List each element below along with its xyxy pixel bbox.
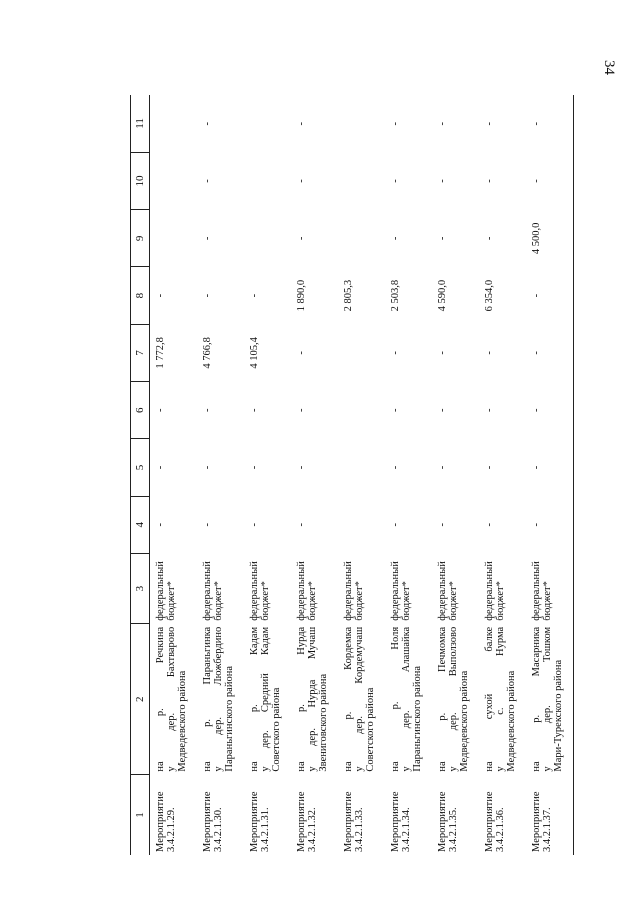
location-line: у дер. Бахтварово bbox=[166, 626, 177, 772]
value-cell: - bbox=[437, 523, 448, 527]
value-cell: - bbox=[202, 293, 213, 298]
value-cell: - bbox=[296, 236, 307, 241]
funding-source: федеральный бюджет* bbox=[249, 561, 271, 621]
value-cell: - bbox=[296, 351, 307, 355]
value-cell: 2 503,8 bbox=[390, 279, 401, 312]
measure-id: Мероприятие 3.4.2.1.31. bbox=[249, 791, 271, 852]
location-line: на р. Нурда bbox=[296, 626, 307, 772]
value-cell: 4 500,0 bbox=[526, 210, 574, 267]
column-header: 6 bbox=[131, 382, 150, 439]
location-line: Мари-Турекского района bbox=[553, 659, 564, 772]
value-cell: - bbox=[296, 408, 307, 412]
location-line: Звениговского района bbox=[318, 673, 329, 772]
value-cell: - bbox=[437, 408, 448, 412]
value-cell: - bbox=[526, 496, 574, 553]
measure-location bbox=[385, 624, 432, 775]
value-cell: - bbox=[484, 179, 495, 183]
value-cell: - bbox=[155, 465, 166, 470]
location-line: на р. Кордемка bbox=[343, 626, 354, 772]
value-cell: - bbox=[484, 465, 495, 470]
value-cell bbox=[150, 95, 198, 152]
table-row bbox=[291, 95, 338, 855]
value-cell: - bbox=[484, 236, 495, 241]
value-cell: - bbox=[526, 267, 574, 324]
location-line: на р. Параньгинка bbox=[202, 626, 213, 772]
value-cell: - bbox=[390, 465, 401, 470]
value-cell: 4 766,8 bbox=[202, 337, 213, 369]
value-cell: 1 890,0 bbox=[296, 279, 307, 312]
location-line: у дер. Тошком bbox=[542, 626, 553, 772]
value-cell bbox=[338, 439, 385, 496]
measure-id: Мероприятие 3.4.2.1.32. bbox=[296, 791, 318, 852]
measure-location bbox=[479, 624, 526, 775]
value-cell: - bbox=[437, 236, 448, 241]
funding-source: федеральный бюджет* bbox=[484, 561, 506, 621]
funding-source: федеральный бюджет* bbox=[343, 561, 365, 621]
value-cell bbox=[244, 152, 291, 209]
value-cell bbox=[150, 152, 198, 209]
value-cell: 6 354,0 bbox=[484, 279, 495, 312]
measure-location bbox=[526, 624, 574, 775]
value-cell: - bbox=[437, 465, 448, 470]
value-cell: - bbox=[484, 408, 495, 412]
value-cell bbox=[150, 210, 198, 267]
value-cell: - bbox=[155, 408, 166, 412]
value-cell: 4 105,4 bbox=[249, 337, 260, 369]
value-cell: - bbox=[249, 465, 260, 470]
column-header: 4 bbox=[131, 496, 150, 553]
location-line: на сухой балке bbox=[484, 626, 495, 772]
table-row bbox=[526, 95, 574, 855]
value-cell: - bbox=[390, 408, 401, 412]
value-cell bbox=[338, 152, 385, 209]
funding-source: федеральный бюджет* bbox=[296, 561, 318, 621]
location-line: у дер. Выползово bbox=[448, 626, 459, 772]
value-cell: - bbox=[437, 179, 448, 183]
column-header: 5 bbox=[131, 439, 150, 496]
value-cell: - bbox=[202, 236, 213, 241]
value-cell: - bbox=[296, 465, 307, 470]
measure-location bbox=[291, 624, 338, 775]
measure-location bbox=[338, 624, 385, 775]
location-line: на р. Печмомка bbox=[437, 626, 448, 772]
location-line: у дер. Нурда Мучаш bbox=[307, 626, 318, 772]
value-cell bbox=[338, 382, 385, 439]
measure-id: Мероприятие 3.4.2.1.37. bbox=[526, 775, 574, 855]
table-row bbox=[385, 95, 432, 855]
column-header: 3 bbox=[131, 553, 150, 623]
value-cell: - bbox=[526, 95, 574, 152]
table-row bbox=[338, 95, 385, 855]
measure-location bbox=[432, 624, 479, 775]
value-cell: - bbox=[526, 324, 574, 381]
location-line: Параньгинского района bbox=[224, 666, 235, 772]
measure-id: Мероприятие 3.4.2.1.29. bbox=[155, 791, 177, 852]
location-line: на р. Ноля bbox=[390, 626, 401, 772]
funding-source: федеральный бюджет* bbox=[155, 561, 177, 621]
value-cell bbox=[338, 496, 385, 553]
column-header: 9 bbox=[131, 210, 150, 267]
table-row bbox=[197, 95, 244, 855]
column-header: 2 bbox=[131, 624, 150, 775]
rotated-table-sheet bbox=[130, 95, 630, 855]
column-header: 7 bbox=[131, 324, 150, 381]
measure-location bbox=[150, 624, 198, 775]
measure-id: Мероприятие 3.4.2.1.30. bbox=[202, 791, 224, 852]
measures-table bbox=[130, 95, 574, 855]
funding-source: федеральный бюджет* bbox=[202, 561, 224, 621]
location-line: Параньгинского района bbox=[412, 666, 423, 772]
location-line: Медведевского района bbox=[506, 670, 517, 772]
table-row bbox=[432, 95, 479, 855]
column-header: 8 bbox=[131, 267, 150, 324]
value-cell bbox=[338, 324, 385, 381]
value-cell: - bbox=[296, 523, 307, 527]
value-cell: - bbox=[526, 382, 574, 439]
value-cell: - bbox=[202, 523, 213, 527]
value-cell bbox=[338, 210, 385, 267]
page-number: 34 bbox=[601, 60, 617, 75]
funding-source: федеральный бюджет* bbox=[437, 561, 459, 621]
location-line: на р. Речкина bbox=[155, 626, 166, 772]
value-cell bbox=[244, 95, 291, 152]
value-cell: - bbox=[249, 523, 260, 527]
measure-id: Мероприятие 3.4.2.1.36. bbox=[484, 791, 506, 852]
column-header: 11 bbox=[131, 95, 150, 152]
location-line: Медведевского района bbox=[459, 670, 470, 772]
value-cell: - bbox=[390, 236, 401, 241]
location-line: Медведевского района bbox=[177, 670, 188, 772]
value-cell: - bbox=[249, 293, 260, 298]
value-cell bbox=[338, 95, 385, 152]
value-cell: - bbox=[484, 523, 495, 527]
value-cell: - bbox=[484, 351, 495, 355]
measure-id: Мероприятие 3.4.2.1.34. bbox=[390, 791, 412, 852]
location-line: у дер. Кордемучаш bbox=[354, 626, 365, 772]
location-line: Советского района bbox=[271, 687, 282, 772]
measure-id: Мероприятие 3.4.2.1.35. bbox=[437, 791, 459, 852]
value-cell: 1 772,8 bbox=[155, 337, 166, 369]
value-cell: - bbox=[390, 523, 401, 527]
location-line: у с. Нурма bbox=[495, 626, 506, 772]
value-cell: - bbox=[296, 179, 307, 183]
funding-source: федеральный бюджет* bbox=[526, 553, 574, 623]
measure-location bbox=[244, 624, 291, 775]
value-cell: - bbox=[526, 152, 574, 209]
value-cell: - bbox=[155, 293, 166, 298]
value-cell: - bbox=[296, 121, 307, 126]
value-cell: - bbox=[155, 523, 166, 527]
value-cell: - bbox=[484, 121, 495, 126]
location-line: у дер. Алашайка bbox=[401, 626, 412, 772]
value-cell: - bbox=[390, 121, 401, 126]
table-row bbox=[244, 95, 291, 855]
location-line: у дер. Средний Кадам bbox=[260, 626, 271, 772]
value-cell: 4 590,0 bbox=[437, 279, 448, 312]
value-cell: - bbox=[202, 121, 213, 126]
value-cell: - bbox=[390, 351, 401, 355]
measure-id: Мероприятие 3.4.2.1.33. bbox=[343, 791, 365, 852]
header-row bbox=[131, 95, 150, 855]
location-line: на р. Кадам bbox=[249, 626, 260, 772]
location-line: у дер. Люжбердино bbox=[213, 626, 224, 772]
value-cell: - bbox=[437, 351, 448, 355]
table-row bbox=[479, 95, 526, 855]
location-line: Советского района bbox=[365, 687, 376, 772]
table-row bbox=[150, 95, 198, 855]
column-header: 10 bbox=[131, 152, 150, 209]
value-cell: - bbox=[526, 439, 574, 496]
value-cell: - bbox=[202, 465, 213, 470]
value-cell: 2 805,3 bbox=[343, 279, 354, 312]
column-header: 1 bbox=[131, 775, 150, 855]
value-cell: - bbox=[437, 121, 448, 126]
measure-location bbox=[197, 624, 244, 775]
value-cell: - bbox=[202, 179, 213, 183]
location-line: на р. Масарника bbox=[531, 626, 542, 772]
value-cell bbox=[244, 210, 291, 267]
value-cell: - bbox=[249, 408, 260, 412]
funding-source: федеральный бюджет* bbox=[390, 561, 412, 621]
value-cell: - bbox=[390, 179, 401, 183]
value-cell: - bbox=[202, 408, 213, 412]
